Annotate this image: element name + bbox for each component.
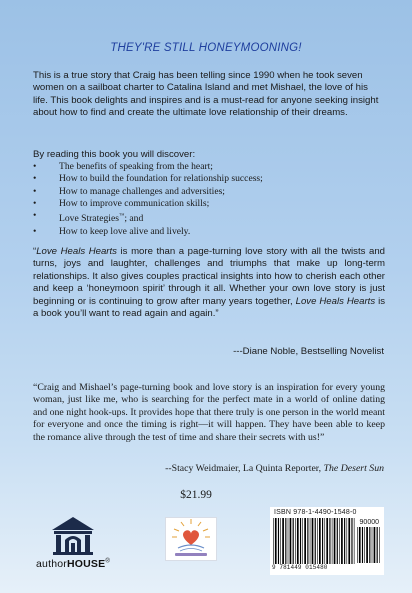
price-label: $21.99 (180, 489, 212, 501)
list-item: • Love Strategies™; and (33, 210, 383, 225)
newspaper-name: The Desert Sun (323, 463, 384, 474)
barcode-digits: 9 781449 015480 (272, 564, 328, 571)
list-item: • The benefits of speaking from the heart; (33, 161, 383, 173)
publisher-house-icon (50, 516, 96, 556)
isbn-number: ISBN 978-1-4490-1548-0 (274, 509, 357, 516)
testimonial-weidmaier: “Craig and Mishael’s page-turning book and love story is an inspiration for every young woman, just like me, who is searching for the perfect mate in a world of online dating and one night hook-ups. It provides hope that there truly is one person in the world meant for everyone and once the timing is right—it will happen. They have been able to keep the romance alive through the test of time and share their secrets with us!” (33, 382, 385, 443)
addon-barcode-bars (356, 527, 382, 563)
publisher-logo (28, 516, 118, 576)
headline: THEY'RE STILL HONEYMOONING! (110, 42, 302, 54)
book-logo (165, 517, 217, 561)
isbn-barcode (270, 507, 384, 575)
list-item: • How to improve communication skills; (33, 198, 383, 210)
heart-sun-icon (166, 518, 216, 560)
book-title: Love Heals Hearts (36, 246, 117, 257)
publisher-wordmark: authorHOUSE® (36, 558, 110, 570)
list-item: • How to build the foundation for relationship success; (33, 173, 383, 185)
book-title: Love Heals Hearts (295, 295, 376, 307)
testimonial-attribution: ---Diane Noble, Bestselling Novelist (233, 346, 384, 357)
testimonial-noble: “Love Heals Hearts is more than a page-turning love story with all the twists and turns, joys and laughter, challenges and triumphs that make up long-term relationships. It also gives couples practical insights into how to cherish each other and keep a ‘honeymoon spirit’ through it all. Whether your own love story is just beginning or is continuing to grow after many years together, Love Heals Hearts is a book you’ll want to read again and again.” (33, 246, 386, 320)
intro-paragraph: This is a true story that Craig has been telling since 1990 when he took seven women on a sailboat charter to Catalina Island and met Mishael, the love of his life. This book delights and inspires and is a must-read for anyone seeking insight about how to find and create the ultimate love relationship of their dreams. (33, 70, 379, 119)
trademark-mark: ™ (118, 213, 125, 220)
testimonial-attribution: --Stacy Weidmaier, La Quinta Reporter, The Desert Sun (165, 463, 384, 474)
barcode-bars (272, 518, 356, 564)
price-code: 90000 (359, 519, 379, 526)
benefit-list (33, 161, 383, 238)
list-item: • How to keep love alive and lively. (33, 226, 383, 238)
list-item: • How to manage challenges and adversities; (33, 186, 383, 198)
bullet-lead: By reading this book you will discover: (33, 149, 196, 160)
